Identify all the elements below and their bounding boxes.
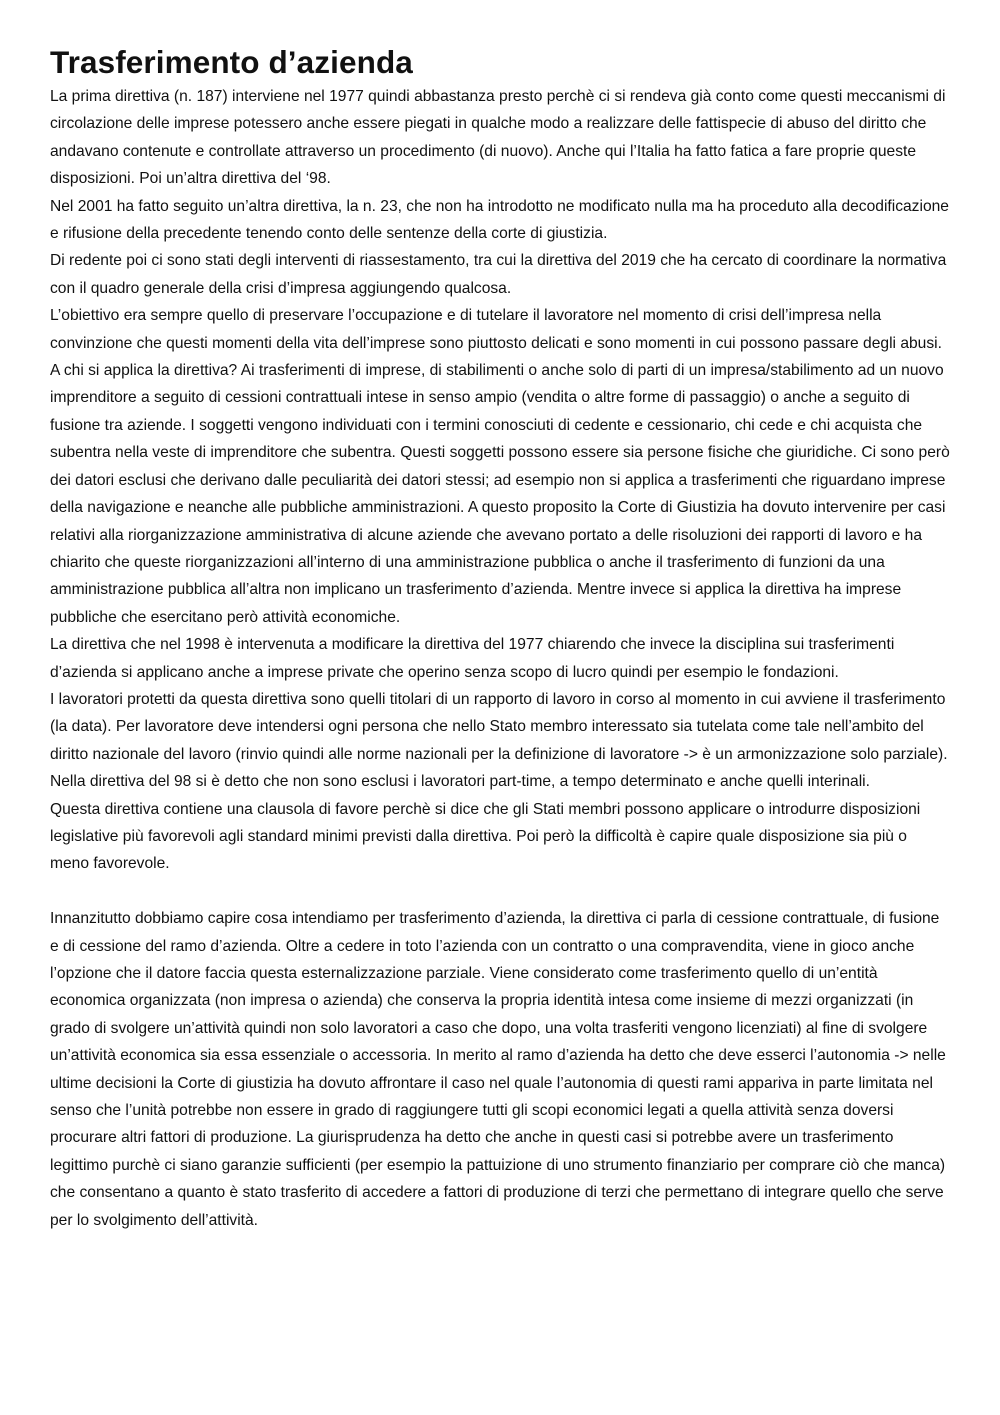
paragraph: La direttiva che nel 1998 è intervenuta a modificare la direttiva del 1977 chiarendo che invece la disciplina sui trasferimenti d’azienda si applicano anche a imprese private che operino senza scopo di lucro quindi per esempio le fondazioni. bbox=[50, 636, 895, 681]
document-page bbox=[50, 41, 950, 1234]
paragraph: A chi si applica la direttiva? Ai trasferimenti di imprese, di stabilimenti o anche solo di parti di un impresa/stabilimento ad un nuovo imprenditore a seguito di cessioni contrattuali intese in senso ampio (vendita o altre forme di passaggio) o anche a seguito di fusione tra aziende. I soggetti vengono individuati con i termini conosciuti di cedente e cessionario, chi cede e chi acquista che subentra nella veste di imprenditore che subentra. Questi soggetti possono essere sia persone fisiche che giuridiche. Ci sono però dei datori esclusi che derivano dalle peculiarità dei datori stessi; ad esempio non si applica a trasferimenti che riguardano imprese della navigazione e neanche alle pubbliche amministrazioni. A questo proposito la Corte di Giustizia ha dovuto intervenire per casi relativi alla riorganizzazione amministrativa di alcune aziende che avevano portato a delle risoluzioni dei rapporti di lavoro e ha chiarito che queste riorganizzazioni all’interno di una amministrazione pubblica o anche il trasferimento di funzioni da una amministrazione pubblica all’altra non implicano un trasferimento d’azienda. Mentre invece si applica la direttiva ha imprese pubbliche che esercitano però attività economiche. bbox=[50, 362, 950, 626]
paragraph: L’obiettivo era sempre quello di preservare l’occupazione e di tutelare il lavoratore nel momento di crisi dell’impresa nella convinzione che questi momenti della vita dell’imprese sono piuttosto delicati e sono momenti in cui possono passare degli abusi. bbox=[50, 307, 942, 352]
paragraph: Nel 2001 ha fatto seguito un’altra direttiva, la n. 23, che non ha introdotto ne modificato nulla ma ha proceduto alla decodificazione e rifusione della precedente tenendo conto delle sentenze della corte di giustizia. bbox=[50, 197, 949, 243]
paragraph: Questa direttiva contiene una clausola di favore perchè si dice che gli Stati membri possono applicare o introdurre disposizioni legislative più favorevoli agli standard minimi previsti dalla direttiva. Poi però la difficoltà è capire quale disposizione sia più o meno favorevole. bbox=[50, 800, 921, 873]
paragraph: La prima direttiva (n. 187) interviene nel 1977 quindi abbastanza presto perchè ci si rendeva già conto come questi meccanismi di circolazione delle imprese potessero anche essere piegati in qualche modo a realizzare delle fattispecie di abuso del diritto che andavano contenute e controllate attraverso un procedimento (di nuovo). Anche qui l’Italia ha fatto fatica a fare proprie queste disposizioni. Poi un’altra direttiva del ‘98. bbox=[50, 88, 946, 188]
paragraph: Innanzitutto dobbiamo capire cosa intendiamo per trasferimento d’azienda, la direttiva ci parla di cessione contrattuale, di fusione e di cessione del ramo d’azienda. Oltre a cedere in toto l’azienda con un contratto o una compravendita, viene in gioco anche l’opzione che il datore faccia questa esternalizzazione parziale. Viene considerato come trasferimento quello di un’entità economica organizzata (non impresa o azienda) che conserva la propria identità intesa come insieme di mezzi organizzati (in grado di svolgere un’attività quindi non solo lavoratori a caso che dopo, una volta trasferiti vengono licenziati) al fine di svolgere un’attività economica sia essa essenziale o accessoria. In merito al ramo d’azienda ha detto che deve esserci l’autonomia -> nelle ultime decisioni la Corte di giustizia ha dovuto affrontare il caso nel quale l’autonomia di questi rami appariva in parte limitata nel senso che l’unità potrebbe non essere in grado di raggiungere tutti gli scopi economici legati a quella attività senza doversi procurare altri fattori di produzione. La giurisprudenza ha detto che anche in questi casi si potrebbe avere un trasferimento legittimo purchè ci siano garanzie sufficienti (per esempio la pattuizione di uno strumento finanziario per comprare ciò che manca) che consentano a quanto è stato trasferito di accedere a fattori di produzione di terzi che permettano di integrare quello che serve per lo svolgimento dell’attività. bbox=[50, 910, 946, 1229]
paragraph: I lavoratori protetti da questa direttiva sono quelli titolari di un rapporto di lavoro in corso al momento in cui avviene il trasferimento (la data). Per lavoratore deve intendersi ogni persona che nello Stato membro interessato sia tutelata come tale nell’ambito del diritto nazionale del lavoro (rinvio quindi alle norme nazionali per la definizione di lavoratore -> è un armonizzazione solo parziale). Nella direttiva del 98 si è detto che non sono esclusi i lavoratori part-time, a tempo determinato e anche quelli interinali. bbox=[50, 690, 948, 791]
page-title: Trasferimento d’azienda bbox=[50, 44, 413, 80]
blank-line bbox=[50, 878, 950, 905]
paragraph: Di redente poi ci sono stati degli interventi di riassestamento, tra cui la direttiva del 2019 che ha cercato di coordinare la normativa con il quadro generale della crisi d’impresa aggiungendo qualcosa. bbox=[50, 252, 947, 297]
